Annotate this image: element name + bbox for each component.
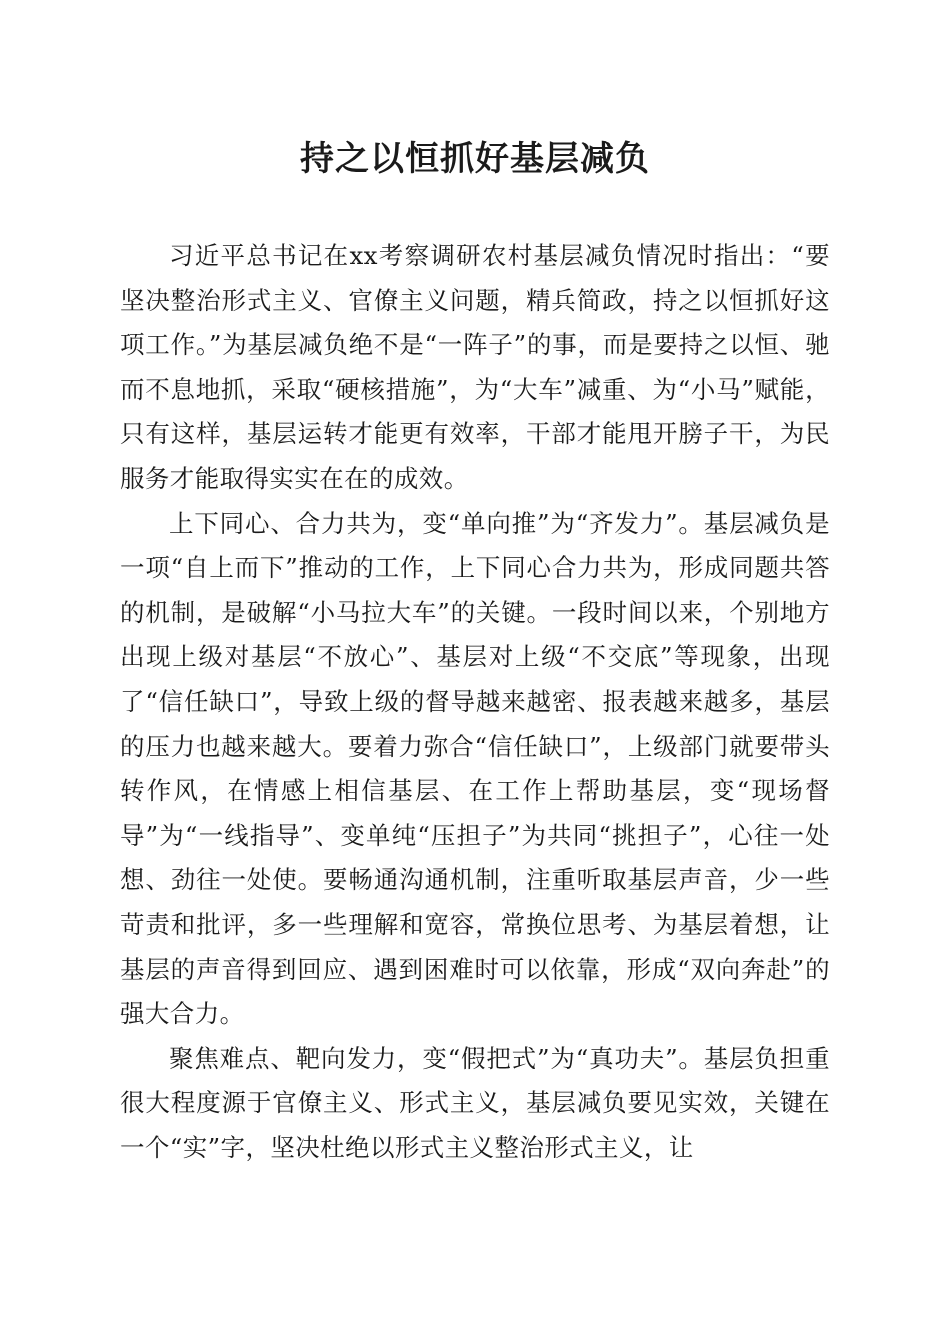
- document-title: 持之以恒抓好基层减负: [300, 139, 650, 179]
- paragraph-2: 上下同心、合力共为，变“单向推”为“齐发力”。基层减负是一项“自上而下”推动的工作，上下同心合力共为，形成同题共答的机制，是破解“小马拉大车”的关键。一段时间以来，个别地方出现上级对基层“不放心”、基层对上级“不交底”等现象，出现了“信任缺口”，导致上级的督导越来越密、报表越来越多，基层的压力也越来越大。要着力弥合“信任缺口”，上级部门就要带头转作风，在情感上相信基层、在工作上帮助基层，变“现场督导”为“一线指导”、变单纯“压担子”为共同“挑担子”，心往一处想、劲往一处使。要畅通沟通机制，注重听取基层声音，少一些苛责和批评，多一些理解和宽容，常换位思考、为基层着想，让基层的声音得到回应、遇到困难时可以依靠，形成“双向奔赴”的强大合力。: [120, 508, 830, 1029]
- paragraph-3: 聚焦难点、靶向发力，变“假把式”为“真功夫”。基层负担重很大程度源于官僚主义、形式主义，基层减负要见实效，关键在一个“实”字，坚决杜绝以形式主义整治形式主义，让: [120, 1043, 830, 1162]
- paragraph-1: 习近平总书记在xx考察调研农村基层减负情况时指出：“要坚决整治形式主义、官僚主义问题，精兵简政，持之以恒抓好这项工作。”为基层减负绝不是“一阵子”的事，而是要持之以恒、驰而不息地抓，采取“硬核措施”，为“大车”减重、为“小马”赋能，只有这样，基层运转才能更有效率，干部才能甩开膀子干，为民服务才能取得实实在在的成效。: [120, 241, 830, 493]
- document-body: [120, 234, 830, 1170]
